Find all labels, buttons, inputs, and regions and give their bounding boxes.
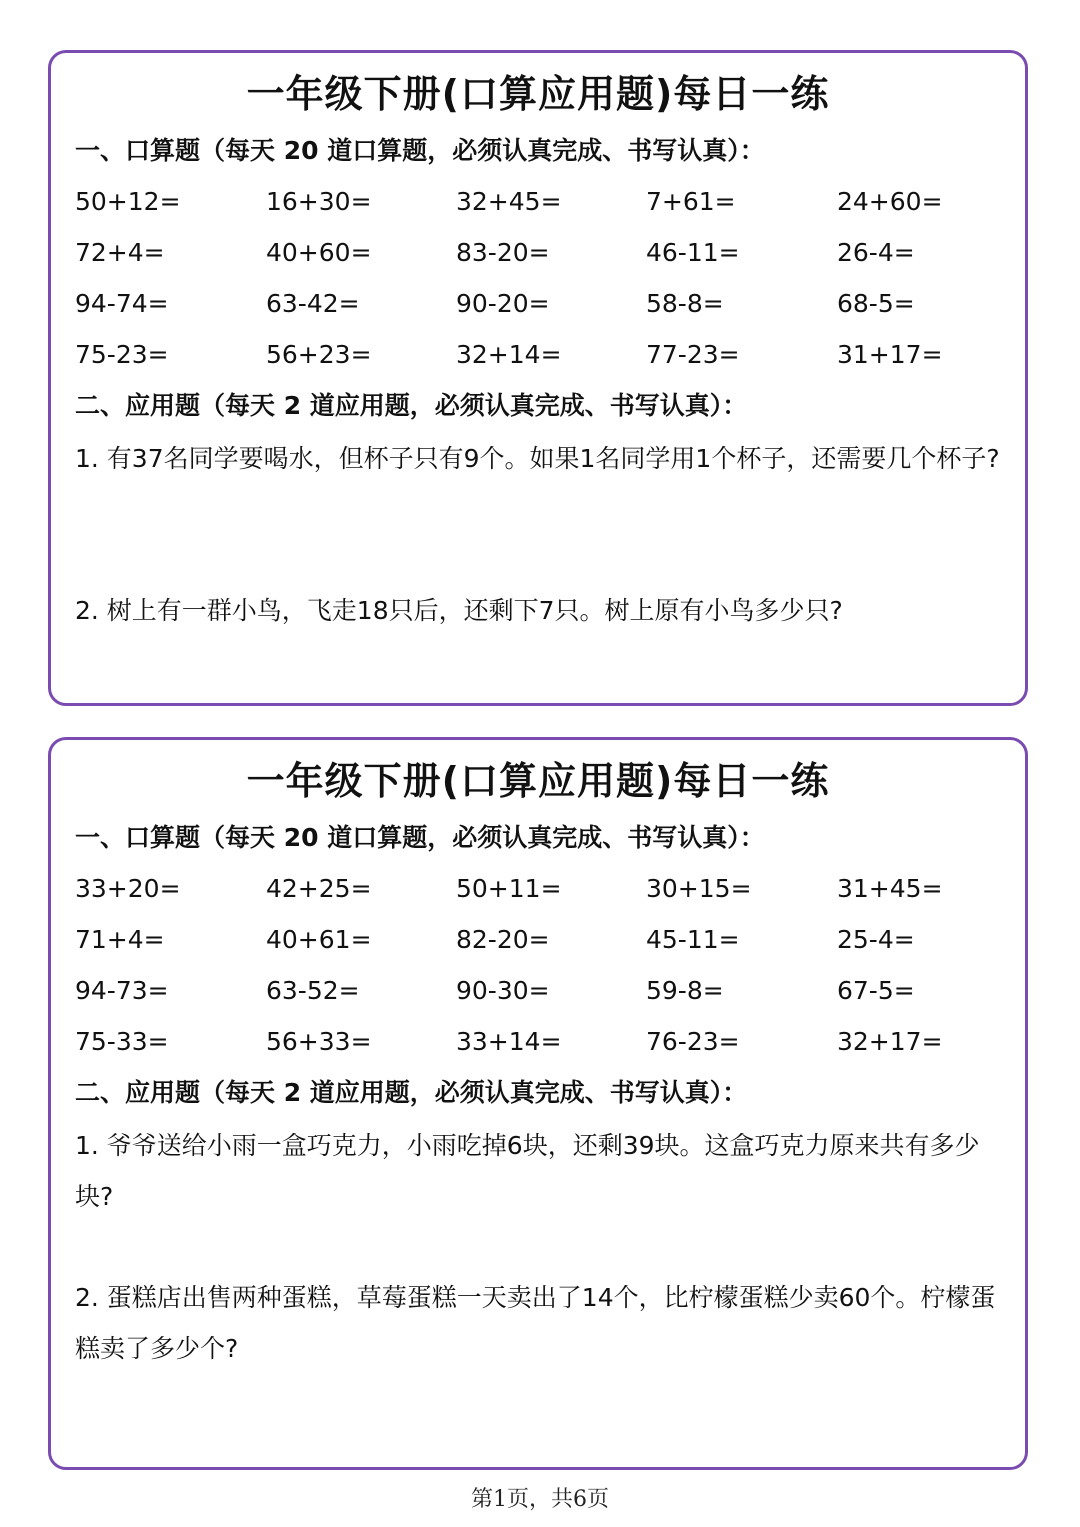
arithmetic-item: 32+17= (837, 1027, 943, 1056)
arithmetic-item: 67-5= (837, 976, 915, 1005)
arithmetic-item: 40+60= (266, 238, 372, 267)
arithmetic-item: 50+11= (456, 874, 562, 903)
worksheet-card (48, 737, 1028, 1470)
arithmetic-row (75, 1021, 1035, 1072)
arithmetic-item: 82-20= (456, 925, 550, 954)
arithmetic-item: 56+33= (266, 1027, 372, 1056)
arithmetic-item: 26-4= (837, 238, 915, 267)
arithmetic-item: 59-8= (646, 976, 724, 1005)
arithmetic-item: 31+45= (837, 874, 943, 903)
arithmetic-item: 16+30= (266, 187, 372, 216)
arithmetic-item: 24+60= (837, 187, 943, 216)
arithmetic-row (75, 919, 1035, 970)
arithmetic-item: 94-74= (75, 289, 169, 318)
arithmetic-item: 90-30= (456, 976, 550, 1005)
arithmetic-row (75, 232, 1035, 283)
word-problem-section-heading: 二、应用题（每天 2 道应用题，必须认真完成、书写认真）： (75, 1078, 748, 1107)
arithmetic-row (75, 334, 1035, 385)
arithmetic-item: 90-20= (456, 289, 550, 318)
arithmetic-item: 76-23= (646, 1027, 740, 1056)
word-problem: 1. 爷爷送给小雨一盒巧克力，小雨吃掉6块，还剩39块。这盒巧克力原来共有多少块? (75, 1131, 980, 1211)
arithmetic-section-heading: 一、口算题（每天 20 道口算题，必须认真完成、书写认真）： (75, 823, 765, 852)
arithmetic-row (75, 970, 1035, 1021)
arithmetic-item: 71+4= (75, 925, 165, 954)
worksheet-title: 一年级下册(口算应用题)每日一练 (246, 72, 830, 116)
arithmetic-item: 63-42= (266, 289, 360, 318)
arithmetic-item: 33+20= (75, 874, 181, 903)
arithmetic-item: 77-23= (646, 340, 740, 369)
arithmetic-item: 40+61= (266, 925, 372, 954)
arithmetic-item: 46-11= (646, 238, 740, 267)
arithmetic-item: 58-8= (646, 289, 724, 318)
arithmetic-item: 75-33= (75, 1027, 169, 1056)
arithmetic-item: 68-5= (837, 289, 915, 318)
arithmetic-row (75, 868, 1035, 919)
arithmetic-row (75, 181, 1035, 232)
arithmetic-item: 32+14= (456, 340, 562, 369)
arithmetic-item: 72+4= (75, 238, 165, 267)
arithmetic-item: 83-20= (456, 238, 550, 267)
arithmetic-item: 32+45= (456, 187, 562, 216)
arithmetic-section-heading: 一、口算题（每天 20 道口算题，必须认真完成、书写认真）： (75, 136, 765, 165)
arithmetic-item: 75-23= (75, 340, 169, 369)
arithmetic-item: 50+12= (75, 187, 181, 216)
arithmetic-item: 7+61= (646, 187, 736, 216)
arithmetic-item: 45-11= (646, 925, 740, 954)
arithmetic-row (75, 283, 1035, 334)
arithmetic-item: 33+14= (456, 1027, 562, 1056)
arithmetic-item: 25-4= (837, 925, 915, 954)
arithmetic-item: 31+17= (837, 340, 943, 369)
arithmetic-item: 30+15= (646, 874, 752, 903)
worksheet-card (48, 50, 1028, 706)
word-problem-section-heading: 二、应用题（每天 2 道应用题，必须认真完成、书写认真）： (75, 391, 748, 420)
word-problem: 2. 树上有一群小鸟，飞走18只后，还剩下7只。树上原有小鸟多少只? (75, 596, 843, 625)
arithmetic-grid (75, 868, 1035, 1072)
word-problem: 1. 有37名同学要喝水，但杯子只有9个。如果1名同学用1个杯子，还需要几个杯子? (75, 444, 1000, 473)
arithmetic-item: 56+23= (266, 340, 372, 369)
arithmetic-grid (75, 181, 1035, 385)
arithmetic-item: 42+25= (266, 874, 372, 903)
word-problem: 2. 蛋糕店出售两种蛋糕，草莓蛋糕一天卖出了14个，比柠檬蛋糕少卖60个。柠檬蛋糕卖了多少个? (75, 1283, 996, 1363)
page-indicator: 第1页，共6页 (471, 1487, 609, 1512)
worksheet-title: 一年级下册(口算应用题)每日一练 (246, 759, 830, 803)
arithmetic-item: 94-73= (75, 976, 169, 1005)
arithmetic-item: 63-52= (266, 976, 360, 1005)
